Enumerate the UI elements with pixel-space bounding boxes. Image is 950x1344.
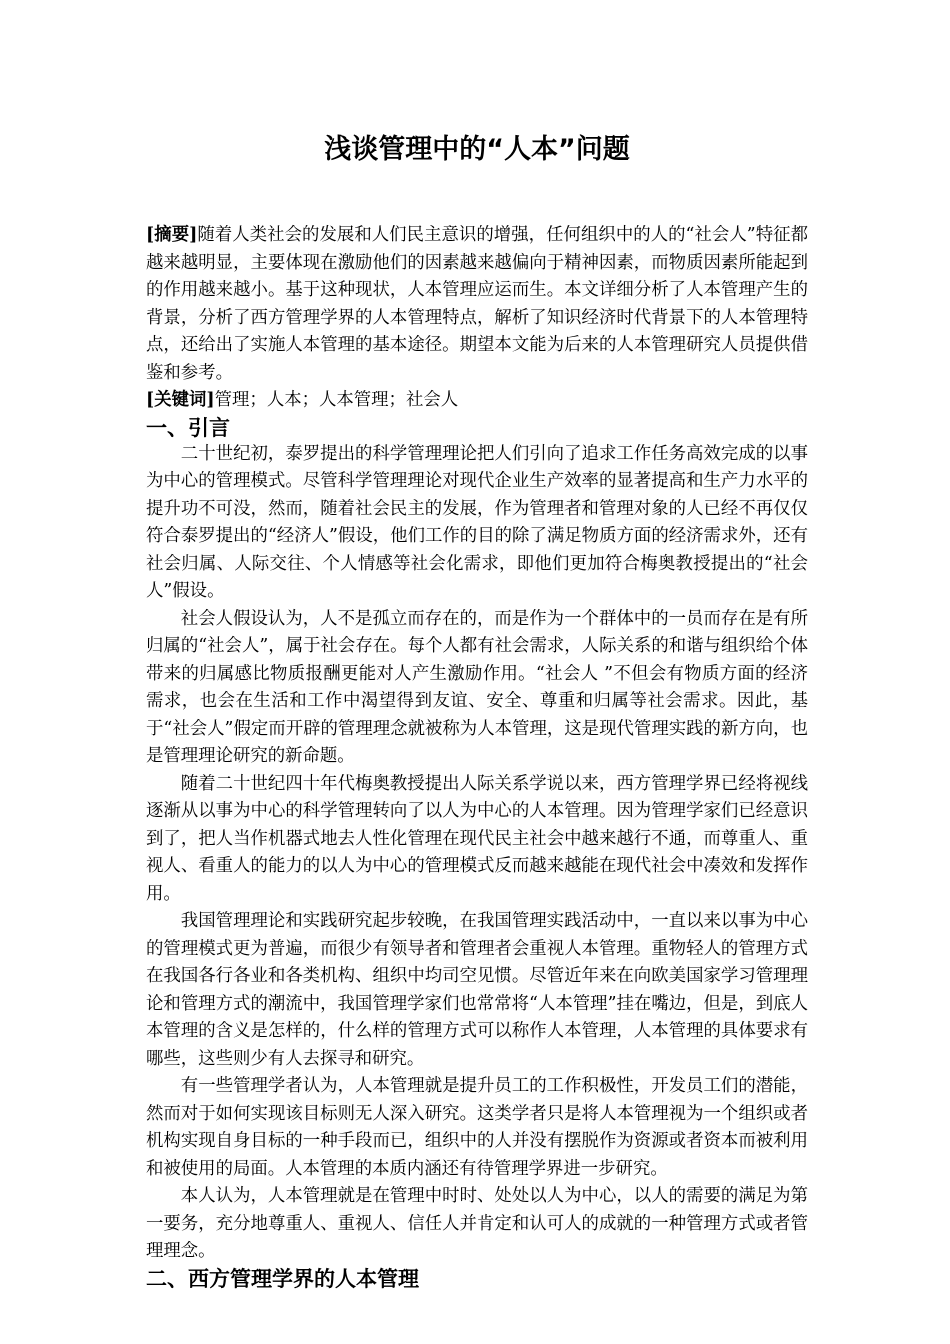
abstract-text: 随着人类社会的发展和人们民主意识的增强，任何组织中的人的“社会人”特征都越来越明显，主要体现在激励他们的因素越来越偏向于精神因素，而物质因素所能起到的作用越来越小。基于这种现状，人本管理应运而生。本文详细分析了人本管理产生的背景，分析了西方管理学界的人本管理特点，解析了知识经济时代背景下的人本管理特点，还给出了实施人本管理的基本途径。期望本文能为后来的人本管理研究人员提供借鉴和参考。 [146, 225, 808, 383]
body-paragraph: 有一些管理学者认为，人本管理就是提升员工的工作积极性，开发员工们的潜能，然而对于如何实现该目标则无人深入研究。这类学者只是将人本管理视为一个组织或者机构实现自身目标的一种手段而已，组织中的人并没有摆脱作为资源或者资本而被利用和被使用的局面。人本管理的本质内涵还有待管理学界进一步研究。 [146, 1076, 808, 1179]
keywords-paragraph [146, 387, 808, 415]
keywords-text: 管理；人本；人本管理；社会人 [214, 390, 459, 410]
document-body [146, 222, 808, 1292]
body-paragraph: 随着二十世纪四十年代梅奥教授提出人际关系学说以来，西方管理学界已经将视线逐渐从以事为中心的科学管理转向了以人为中心的人本管理。因为管理学家们已经意识到了，把人当作机器式地去人性化管理在现代民主社会中越来越行不通，而尊重人、重视人、看重人的能力的以人为中心的管理模式反而越来越能在现代社会中凑效和发挥作用。 [146, 773, 808, 904]
body-paragraph: 二十世纪初，泰罗提出的科学管理理论把人们引向了追求工作任务高效完成的以事为中心的管理模式。尽管科学管理理论对现代企业生产效率的显著提高和生产力水平的提升功不可没，然而，随着社会民主的发展，作为管理者和管理对象的人已经不再仅仅符合泰罗提出的“经济人”假设，他们工作的目的除了满足物质方面的经济需求外，还有社会归属、人际交往、个人情感等社会化需求，即他们更加符合梅奥教授提出的“社会人”假设。 [146, 443, 808, 601]
body-paragraph: 本人认为，人本管理就是在管理中时时、处处以人为中心，以人的需要的满足为第一要务，充分地尊重人、重视人、信任人并肯定和认可人的成就的一种管理方式或者管理理念。 [146, 1186, 808, 1261]
section-heading-introduction: 一、引言 [146, 415, 230, 440]
body-paragraph: 社会人假设认为，人不是孤立而存在的，而是作为一个群体中的一员而存在是有所归属的“社会人”，属于社会存在。每个人都有社会需求，人际关系的和谐与组织给个体带来的归属感比物质报酬更能对人产生激励作用。“社会人 ”不但会有物质方面的经济需求，也会在生活和工作中渴望得到友谊、安全、尊重和归属等社会需求。因此，基于“社会人”假定而开辟的管理理念就被称为人本管理，这是现代管理实践的新方向，也是管理理论研究的新命题。 [146, 608, 808, 766]
body-paragraph: 我国管理理论和实践研究起步较晚，在我国管理实践活动中，一直以来以事为中心的管理模式更为普遍，而很少有领导者和管理者会重视人本管理。重物轻人的管理方式在我国各行各业和各类机构、组织中均司空见惯。尽管近年来在向欧美国家学习管理理论和管理方式的潮流中，我国管理学家们也常常将“人本管理”挂在嘴边，但是，到底人本管理的含义是怎样的，什么样的管理方式可以称作人本管理，人本管理的具体要求有哪些，这些则少有人去探寻和研究。 [146, 911, 808, 1069]
keywords-label: [关键词] [146, 390, 215, 410]
document-title: 浅谈管理中的“人本”问题 [324, 134, 630, 165]
abstract-paragraph [146, 222, 808, 387]
section-heading-western-management: 二、西方管理学界的人本管理 [146, 1266, 419, 1291]
abstract-label: [摘要] [146, 225, 198, 245]
